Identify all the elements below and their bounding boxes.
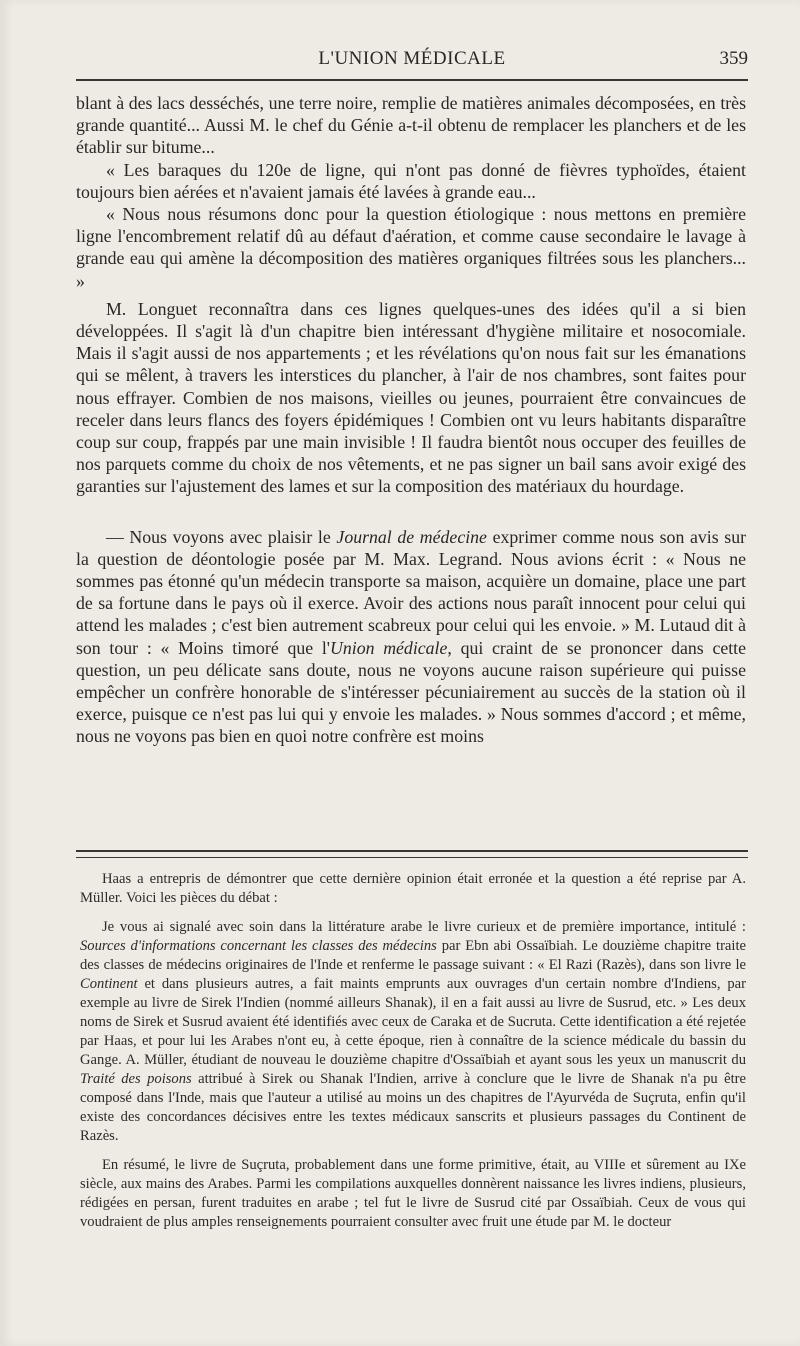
footnote-2-part-a: Je vous ai signalé avec soin dans la littérature arabe le livre curieux et de première importance, intitulé : <box>102 919 746 935</box>
paragraph-5 <box>76 526 746 748</box>
paragraph-1: blant à des lacs desséchés, une terre noire, remplie de matières animales décomposées, en très grande quantité... Aussi M. le chef du Génie a-t-il obtenu de remplacer les planchers et de les établir sur bitume... <box>76 93 746 158</box>
journal-title: Journal de médecine <box>336 526 487 547</box>
footnote-2-part-b: par Ebn abi Ossaïbiah. Le douzième chapitre traite des classes de médecins originaires de l'Inde et renferme le passage suivant : « El Razi (Razès), dans son livre le <box>80 938 746 973</box>
page-number: 359 <box>719 48 748 69</box>
footnote-2-book-title: Sources d'informations concernant les classes des médecins <box>80 938 437 954</box>
paragraph-3: « Nous nous résumons donc pour la question étiologique : nous mettons en première ligne l'encombrement relatif dû au défaut d'aération, et comme cause secondaire le lavage à grande eau qui amène la décomposition des matières organiques filtrées sous les planchers... » <box>76 204 746 291</box>
footnote-2 <box>80 918 746 1146</box>
footnote-2-traite: Traité des poisons <box>80 1071 192 1087</box>
footnote-1: Haas a entrepris de démontrer que cette dernière opinion était erronée et la question a été reprise par A. Müller. Voici les pièces du débat : <box>80 871 746 906</box>
footnote-separator <box>76 850 748 858</box>
paragraph-4: M. Longuet reconnaîtra dans ces lignes quelques-unes des idées qu'il a si bien développées. Il s'agit là d'un chapitre bien intéressant d'hygiène militaire et nosocomiale. Mais il s'agit aussi de nos appartements ; et les révélations qu'on nous fait sur les émanations qui se mêlent, à travers les interstices du plancher, à l'air de nos chambres, sont faites pour nous effrayer. Combien de nos maisons, vieilles ou jeunes, pourraient être convaincues de receler dans leurs flancs des foyers épidémiques ! Combien ont vu leurs habitants disparaître coup sur coup, frappés par une main invisible ! Il faudra bientôt nous occuper des feuilles de nos parquets comme du choix de nos vêtements, et ne pas signer un bail sans avoir exigé des garanties sur l'ajustement des lames et sur la composition des matériaux du hourdage. <box>76 298 746 497</box>
footnote-3: En résumé, le livre de Suçruta, probablement dans une forme primitive, était, au VIIIe et sûrement au IXe siècle, aux mains des Arabes. Parmi les compilations auxquelles donnèrent naissance les livres indiens, plusieurs, rédigées en persan, furent traduites en arabe ; tel fut le livre de Susrud cité par Ossaïbiah. Ceux de vous qui voudraient de plus amples renseignements pourraient consulter avec fruit une étude par M. le docteur <box>80 1157 746 1230</box>
footnote-2-part-c: et dans plusieurs autres, a fait maints emprunts aux ouvrages d'un certain nombre d'Indiens, par exemple au livre de Sirek l'Indien (nommé ailleurs Shanak), il en a fait aussi au livre de Susrud, etc. » Les deux noms de Sirek et Susrud avaient été identifiés avec ceux de Caraka et de Sucruta. Cette identification a été rejetée par Haas, et pour lui les Arabes n'ont eu, à cette époque, rien à connaître de la science médicale du bassin du Gange. A. Müller, étudiant de nouveau le douzième chapitre d'Ossaïbiah et ayant sous les yeux un manuscrit du <box>80 976 746 1068</box>
paragraph-5-part-b: exprimer comme nous son avis sur la question de déontologie posée par M. Max. Legrand. Nous avions écrit : « Nous ne sommes pas étonné qu'un médecin transporte sa maison, acquière un domaine, place une part de sa fortune dans le pays où il exerce. Avoir des actions nous paraît innocent pour celui qui attend les malades ; c'est bien autrement scabreux pour celui qui les envoie. » M. Lutaud dit à son tour : « Moins timoré que l' <box>76 526 747 658</box>
footnote-2-part-d: attribué à Sirek ou Shanak l'Indien, arrive à conclure que le livre de Shanak n'a pu être composé dans l'Inde, mais que l'auteur a utilisé au moins un des chapitres de l'Ayurvéda de Suçruta, enfin qu'il existe des concordances décisives entre les textes médicaux sanscrits et plusieurs passages du Continent de Razès. <box>80 1071 746 1144</box>
union-title: Union médicale <box>330 637 448 658</box>
page-header <box>76 48 748 72</box>
paragraph-5-part-a: — Nous voyons avec plaisir le <box>106 526 337 547</box>
paragraph-5-part-c: , qui craint de se prononcer dans cette question, un peu délicate sans doute, nous ne voyons aucune raison supérieure qui puisse empêcher un confrère honorable de s'intéresser pécuniairement au succès de la station où il exerce, puisque ce n'est pas lui qui y envoie les malades. » Nous sommes d'accord ; et même, nous ne voyons pas bien en quoi notre confrère est moins <box>76 637 747 747</box>
running-title: L'UNION MÉDICALE <box>318 48 506 69</box>
header-rule <box>76 79 748 81</box>
paragraph-2: « Les baraques du 120e de ligne, qui n'ont pas donné de fièvres typhoïdes, étaient toujours bien aérées et n'avaient jamais été lavées à grande eau... <box>76 159 746 202</box>
footnote-2-continent: Continent <box>80 976 138 992</box>
footnotes <box>80 870 746 1232</box>
main-text <box>76 92 746 748</box>
